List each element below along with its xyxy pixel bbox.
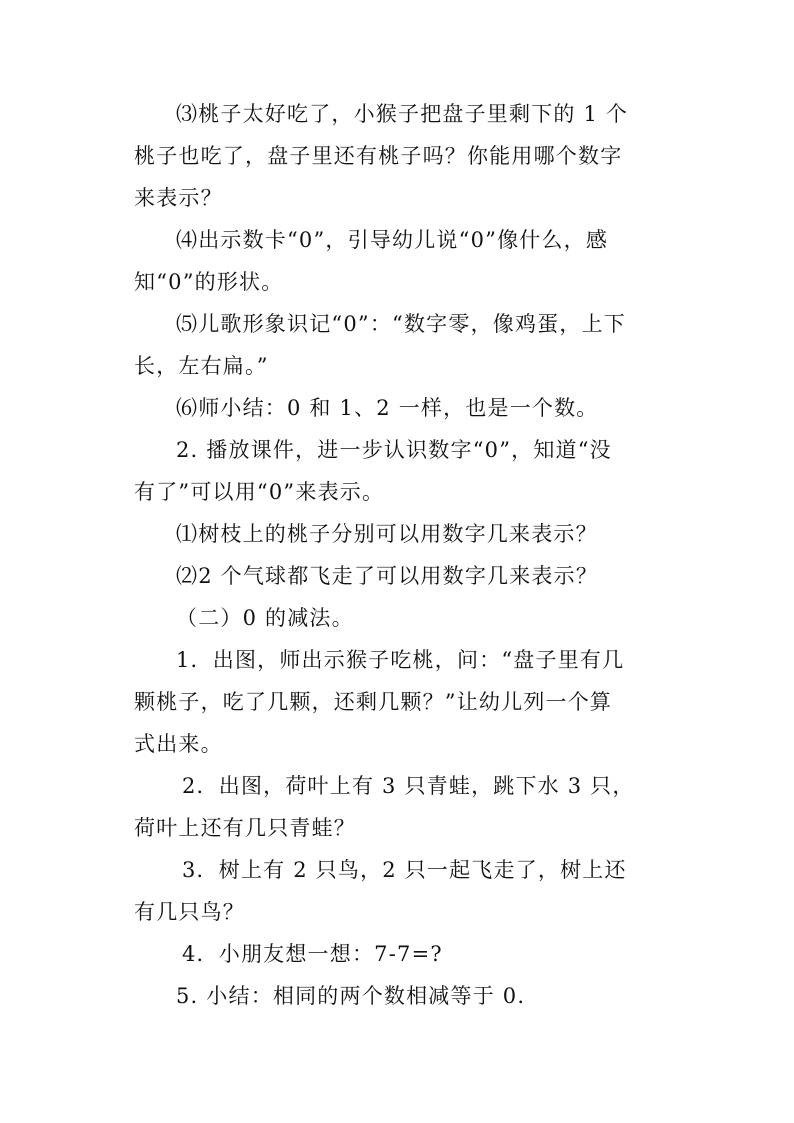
step-2-line-2: 有了”可以用“0”来表示。 [134, 480, 385, 504]
summary-line: 5. 小结：相同的两个数相减等于 0. [176, 984, 526, 1008]
paragraph-4-line-1: ⑷出示数卡“0”，引导幼儿说“0”像什么，感 [176, 228, 609, 252]
section-heading: （二）0 的减法。 [176, 606, 354, 630]
item-2-line-2: 荷叶上还有几只青蛙？ [134, 816, 356, 840]
paragraph-5-line-2: 长，左右扁。” [134, 354, 269, 378]
item-3-line-1: 3．树上有 2 只鸟，2 只一起飞走了，树上还 [182, 858, 627, 882]
sub-item-2: ⑵2 个气球都飞走了可以用数字几来表示？ [176, 564, 599, 588]
item-1-line-3: 式出来。 [134, 732, 223, 756]
paragraph-3-line-2: 桃子也吃了，盘子里还有桃子吗？你能用哪个数字 [134, 144, 623, 168]
paragraph-5-line-1: ⑸儿歌形象识记“0”：“数字零，像鸡蛋，上下 [176, 312, 626, 336]
item-1-line-1: 1．出图，师出示猴子吃桃，问：“盘子里有几 [176, 648, 625, 672]
paragraph-3-line-3: 来表示？ [134, 186, 223, 210]
item-4-line-1: 4．小朋友想一想：7-7=? [182, 942, 443, 966]
item-2-line-1: 2．出图，荷叶上有 3 只青蛙，跳下水 3 只， [182, 774, 635, 798]
step-2-line-1: 2. 播放课件，进一步认识数字“0”，知道“没 [176, 438, 612, 462]
paragraph-6-line-1: ⑹师小结：0 和 1、2 一样，也是一个数。 [176, 396, 599, 420]
item-3-line-2: 有几只鸟？ [134, 900, 245, 924]
paragraph-4-line-2: 知“0”的形状。 [134, 270, 284, 294]
item-1-line-2: 颗桃子，吃了几颗，还剩几颗？”让幼儿列一个算 [134, 690, 613, 714]
paragraph-3-line-1: ⑶桃子太好吃了，小猴子把盘子里剩下的 1 个 [176, 102, 629, 126]
sub-item-1: ⑴树枝上的桃子分别可以用数字几来表示？ [176, 522, 598, 546]
